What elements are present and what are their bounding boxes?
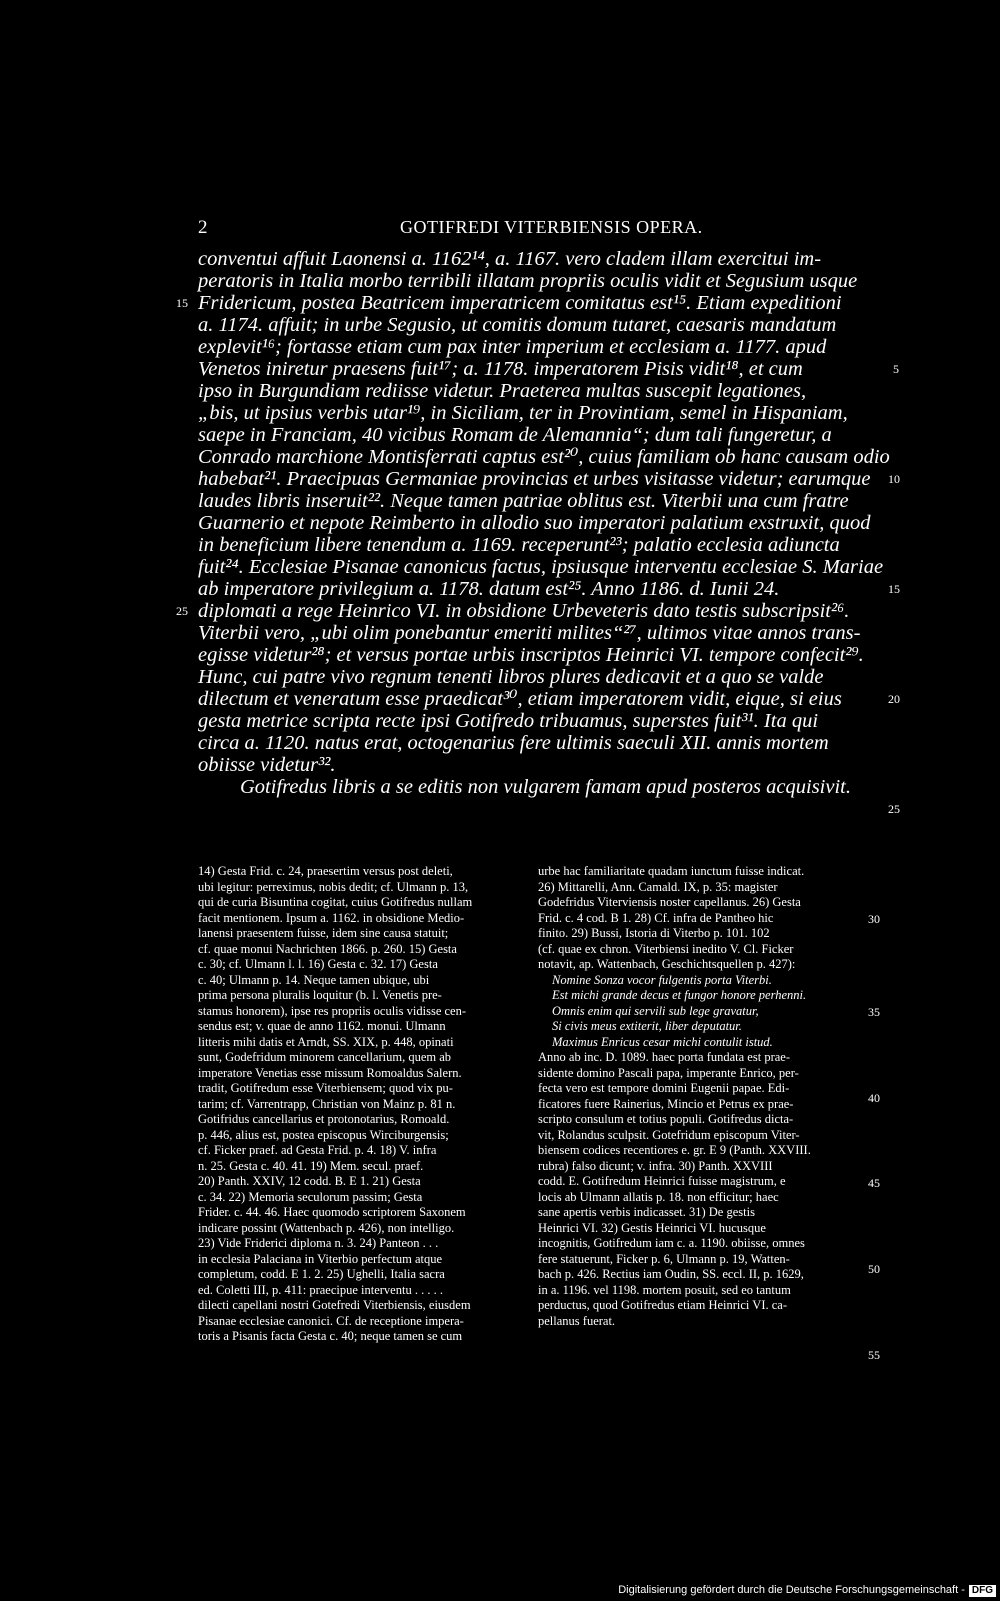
footnote-line-number: 30 xyxy=(868,912,880,926)
body-line: conventui affuit Laonensi a. 1162¹⁴, a. 1167. vero cladem illam exercitui im- xyxy=(198,248,822,270)
footnote-line: cf. Ficker praef. ad Gesta Frid. p. 4. 18) V. infra xyxy=(198,1143,437,1157)
body-line: explevit¹⁶; fortasse etiam cum pax inter imperium et ecclesiam a. 1177. apud xyxy=(198,336,827,358)
footnote-line: Pisanae ecclesiae canonici. Cf. de receptione impera- xyxy=(198,1313,464,1328)
line-number: 5 xyxy=(893,362,899,376)
body-line: in beneficium libere tenendum a. 1169. receperunt²³; palatio ecclesia adiuncta xyxy=(198,534,840,556)
footnote-line: notavit, ap. Wattenbach, Geschichtsquellen p. 427): xyxy=(538,957,796,971)
line-number: 25 xyxy=(176,604,188,618)
body-line: Viterbii vero, „ubi olim ponebantur emeriti milites“²⁷, ultimos vitae annos trans- xyxy=(198,622,861,644)
footnote-line: prima persona pluralis loquitur (b. l. Venetis pre- xyxy=(198,988,442,1002)
footnote-line: 23) Vide Friderici diploma n. 3. 24) Panteon . . . xyxy=(198,1236,439,1250)
body-line: circa a. 1120. natus erat, octogenarius fere ultimis saeculi XII. annis mortem xyxy=(198,732,829,754)
footnote-line: 20) Panth. XXIV, 12 codd. B. E 1. 21) Gesta xyxy=(198,1174,421,1188)
footnote-line: vit, Rolandus sculpsit. Gotefridum episcopum Viter- xyxy=(538,1127,800,1142)
footnote-line: toris a Pisanis facta Gesta c. 40; neque tamen se cum xyxy=(198,1329,463,1343)
footnote-verse-line: Nomine Sonza vocor fulgentis porta Viterbi. xyxy=(552,972,772,987)
body-line: Guarnerio et nepote Reimberto in allodio suo imperatori palatium exstruxit, quod xyxy=(198,512,871,534)
footnote-line: Gotifridus cancellarius et protonotarius, Romoald. xyxy=(198,1112,450,1126)
footnote-line: ed. Coletti III, p. 411: praecipue interventu . . . . . xyxy=(198,1282,443,1297)
footnote-line: biensem codices recentiores e. gr. E 9 (Panth. XXVIII. xyxy=(538,1143,811,1157)
footnote-line-number: 45 xyxy=(868,1176,880,1190)
footnote-line: litteris mihi datis et Arndt, SS. XIX, p. 448, opinati xyxy=(198,1034,454,1049)
line-number: 10 xyxy=(888,472,900,486)
body-line: ab imperatore privilegium a. 1178. datum est²⁵. Anno 1186. d. Iunii 24. xyxy=(198,578,780,600)
body-line: dilectum et veneratum esse praedicat³⁰, etiam imperatorem vidit, eique, si eius xyxy=(198,688,842,710)
footnote-line: sane apertis verbis indicasset. 31) De gestis xyxy=(538,1205,755,1219)
footnote-line: fecta vero est tempore domini Eugenii papae. Edi- xyxy=(538,1081,790,1095)
footnote-line: n. 25. Gesta c. 40. 41. 19) Mem. secul. praef. xyxy=(198,1158,424,1173)
body-line: Hunc, cui patre vivo regnum tenenti libros plures dedicavit et a quo se valde xyxy=(198,666,824,688)
footnote-verse-line: Est michi grande decus et fungor honore perhenni. xyxy=(552,988,807,1002)
body-line: ipso in Burgundiam rediisse videtur. Praeterea multas suscepit legationes, xyxy=(198,380,807,402)
footnote-line: Frider. c. 44. 46. Haec quomodo scriptorem Saxonem xyxy=(198,1205,466,1219)
footnote-line: dilecti capellani nostri Gotefredi Viterbiensis, eiusdem xyxy=(198,1298,471,1312)
footnote-line: sunt, Godefridum minorem cancellarium, quem ab xyxy=(198,1050,452,1064)
footnote-line-number: 40 xyxy=(868,1091,880,1105)
body-line: saepe in Franciam, 40 vicibus Romam de Alemannia“; dum tali fungeretur, a xyxy=(198,424,832,446)
footnote-line: completum, codd. E 1. 2. 25) Ughelli, Italia sacra xyxy=(198,1267,445,1281)
footnote-line: in ecclesia Palaciana in Viterbio perfectum atque xyxy=(198,1251,443,1266)
body-line: Conrado marchione Montisferrati captus est²⁰, cuius familiam ob hanc causam odio xyxy=(198,446,890,468)
footnote-line: perductus, quod Gotifredus etiam Heinrici VI. ca- xyxy=(538,1298,787,1312)
footnote-line: c. 40; Ulmann p. 14. Neque tamen ubique, ubi xyxy=(198,972,430,987)
footnote-line-number: 55 xyxy=(868,1348,880,1362)
footnotes-left-column xyxy=(198,864,528,1345)
body-line: fuit²⁴. Ecclesiae Pisanae canonicus factus, ipsiusque interventu ecclesiae S. Mariae xyxy=(198,556,884,578)
line-number: 20 xyxy=(888,692,900,706)
footnote-line: c. 34. 22) Memoria seculorum passim; Gesta xyxy=(198,1189,423,1204)
line-number: 15 xyxy=(888,582,900,596)
footnote-line: finito. 29) Bussi, Istoria di Viterbo p. 101. 102 xyxy=(538,926,770,940)
line-number: 25 xyxy=(888,802,900,816)
body-line: peratoris in Italia morbo terribili illatam propriis oculis vidit et Segusium usque xyxy=(198,270,858,292)
body-text xyxy=(198,248,888,798)
footnote-line: ubi legitur: perreximus, nobis dedit; cf. Ulmann p. 13, xyxy=(198,879,469,894)
body-line: habebat²¹. Praecipuas Germaniae provincias et urbes visitasse videtur; earumque xyxy=(198,468,871,490)
footnote-line: ficatores fuere Rainerius, Mincio et Petrus ex prae- xyxy=(538,1096,794,1111)
footnote-line: facit mentionem. Ipsum a. 1162. in obsidione Medio- xyxy=(198,910,465,925)
footnote-line: 26) Mittarelli, Ann. Camald. IX, p. 35: magister xyxy=(538,879,778,894)
footnote-line: tradit, Gotifredum esse Viterbiensem; quod vix pu- xyxy=(198,1081,453,1095)
footnote-line: c. 30; cf. Ulmann l. l. 16) Gesta c. 32. 17) Gesta xyxy=(198,957,438,971)
footnote-line: stamus honorem), ipse res propriis oculis vidisse cen- xyxy=(198,1003,467,1018)
dfg-logo: DFG xyxy=(969,1585,996,1597)
footnote-line: cf. quae monui Nachrichten 1866. p. 260. 15) Gesta xyxy=(198,941,457,956)
body-line: diplomati a rege Heinrico VI. in obsidione Urbeveteris dato testis subscripsit²⁶. xyxy=(198,600,850,622)
footnote-line: indicare possint (Wattenbach p. 426), non intelligo. xyxy=(198,1220,455,1235)
footnote-line: in a. 1196. vel 1198. mortem posuit, sed eo tantum xyxy=(538,1282,791,1297)
footnote-line-number: 35 xyxy=(868,1005,880,1019)
footnote-line: bach p. 426. Rectius iam Oudin, SS. eccl. II, p. 1629, xyxy=(538,1267,804,1281)
footnote-line: qui de curia Bisuntina cogitat, cuius Gotifredus nullam xyxy=(198,895,473,909)
body-line: gesta metrice scripta recte ipsi Gotifredo tribuamus, superstes fuit³¹. Ita qui xyxy=(198,710,819,732)
body-line: laudes libris inseruit²². Neque tamen patriae oblitus est. Viterbii una cum fratre xyxy=(198,490,849,512)
footnote-line: locis ab Ulmann allatis p. 18. non efficitur; haec xyxy=(538,1189,779,1204)
footnote-line: 14) Gesta Frid. c. 24, praesertim versus post deleti, xyxy=(198,864,453,878)
footnote-line-number: 50 xyxy=(868,1262,880,1276)
footnote-line: sendus est; v. quae de anno 1162. monui. Ulmann xyxy=(198,1019,446,1033)
body-line: Venetos iniretur praesens fuit¹⁷; a. 1178. imperatorem Pisis vidit¹⁸, et cum xyxy=(198,358,803,380)
body-line: Gotifredus libris a se editis non vulgarem famam apud posteros acquisivit. xyxy=(240,776,851,798)
footnote-line: codd. E. Gotifredum Heinrici fuisse magistrum, e xyxy=(538,1174,786,1188)
footnote-line: lanensi praesentem fuisse, idem sine causa statuit; xyxy=(198,926,449,940)
body-line: egisse videtur²⁸; et versus portae urbis inscriptos Heinrici VI. tempore confecit²⁹. xyxy=(198,644,864,666)
footnote-line: Godefridus Viterviensis noster capellanus. 26) Gesta xyxy=(538,895,801,909)
footnote-line: (cf. quae ex chron. Viterbiensi inedito V. Cl. Ficker xyxy=(538,941,794,956)
body-line: Fridericum, postea Beatricem imperatricem comitatus est¹⁵. Etiam expeditioni xyxy=(198,292,842,314)
footnote-line: rubra) falso dicunt; v. infra. 30) Panth. XXVIII xyxy=(538,1158,773,1173)
footnote-line: pellanus fuerat. xyxy=(538,1313,616,1328)
footnote-line: Frid. c. 4 cod. B 1. 28) Cf. infra de Pantheo hic xyxy=(538,910,774,925)
footnote-line: urbe hac familiaritate quadam iunctum fuisse indicat. xyxy=(538,864,805,878)
footnote-line: incognitis, Gotifredum iam c. a. 1190. obiisse, omnes xyxy=(538,1236,805,1250)
line-number: 15 xyxy=(176,296,188,310)
footnote-line: tarim; cf. Varrentrapp, Christian von Mainz p. 81 n. xyxy=(198,1096,456,1111)
footnote-verse-line: Omnis enim qui servili sub lege gravatur, xyxy=(552,1003,759,1018)
footnotes-right-column xyxy=(538,864,868,1329)
footnote-line: Anno ab inc. D. 1089. haec porta fundata est prae- xyxy=(538,1050,790,1064)
footnote-line: p. 446, alius est, postea episcopus Wirciburgensis; xyxy=(198,1127,449,1142)
body-line: a. 1174. affuit; in urbe Segusio, ut comitis domum tutaret, caesaris mandatum xyxy=(198,314,837,336)
footnote-line: scripto consulum et totius populi. Gotifredus dicta- xyxy=(538,1112,794,1126)
credit-text: Digitalisierung gefördert durch die Deutsche Forschungsgemeinschaft - xyxy=(618,1584,965,1596)
footnote-line: fere statuerunt, Ficker p. 6, Ulmann p. 19, Watten- xyxy=(538,1251,790,1266)
footnote-verse-line: Si civis meus extiterit, liber deputatur. xyxy=(552,1019,742,1033)
body-line: „bis, ut ipsius verbis utar¹⁹, in Siciliam, ter in Provintiam, semel in Hispaniam, xyxy=(198,402,848,424)
digitization-credit xyxy=(618,1584,996,1597)
footnote-line: Heinrici VI. 32) Gestis Heinrici VI. hucusque xyxy=(538,1220,766,1235)
body-line: obiisse videtur³². xyxy=(198,754,336,776)
running-title: GOTIFREDI VITERBIENSIS OPERA. xyxy=(400,217,703,237)
footnote-verse-line: Maximus Enricus cesar michi contulit istud. xyxy=(552,1034,773,1049)
footnote-line: imperatore Venetias esse missum Romoaldus Salern. xyxy=(198,1065,462,1080)
footnote-line: sidente domino Pascali papa, imperante Enrico, per- xyxy=(538,1065,799,1080)
page-number: 2 xyxy=(198,217,208,238)
